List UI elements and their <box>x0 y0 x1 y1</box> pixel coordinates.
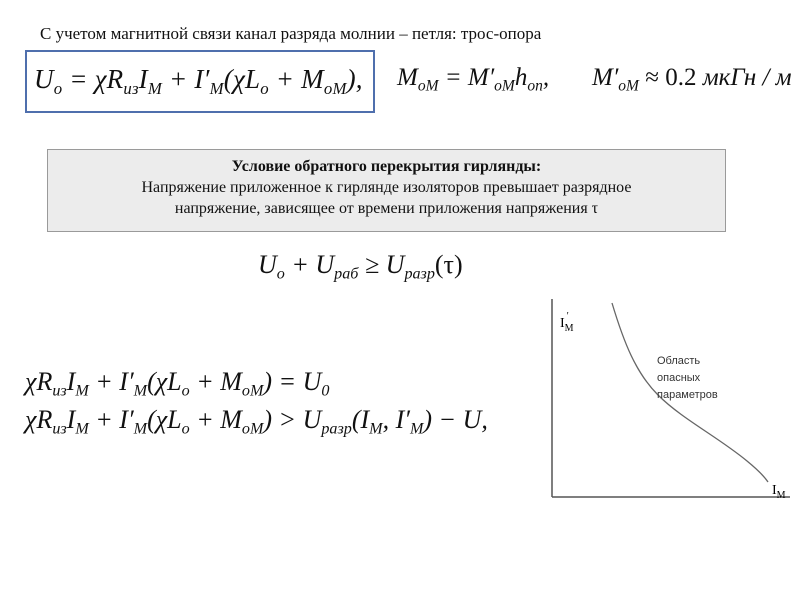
region-label-line3: параметров <box>657 389 718 401</box>
formula-flashover-condition: $U_o + U_{раб} \ge U_{разр}(\tau)$ <box>258 250 463 283</box>
formula-inequality-2: $\chi R_{из}I_M + I'_M(\chi L_o + M_{oM}) > U_{разр}(I_M$, $I'_M) - U$, <box>25 405 488 438</box>
region-label-line2: опасных <box>657 372 701 384</box>
x-axis-label: $I_М$ <box>772 483 786 501</box>
formula-equation-1: $\chi R_{из}I_M + I'_M(\chi L_o + M_{oM}) = U_0$ <box>25 367 330 400</box>
slide-heading: С учетом магнитной связи канал разряда молнии – петля: трос-опора <box>40 24 542 43</box>
formula-inductance-value: $M'_{oM} \approx 0.2$ мкГн / м <box>592 64 792 95</box>
region-label-line1: Область <box>657 355 701 367</box>
condition-box <box>47 149 726 232</box>
condition-text-line2: напряжение, зависящее от времени приложения напряжения τ <box>174 200 599 217</box>
formula-voltage-main: $U_o = \chi R_{из}I_M + I'_M(\chi L_o + M_{oM})$, <box>34 64 363 98</box>
danger-region-graph <box>540 295 800 510</box>
condition-title: Условие обратного перекрытия гирлянды: <box>231 158 542 175</box>
formula-mutual-inductance: $M_{oM} = M'_{oM}h_{oп}$, <box>397 64 550 95</box>
y-axis-label: $I_М'$ <box>560 311 574 334</box>
condition-text-line1: Напряжение приложенное к гирлянде изоляторов превышает разрядное <box>141 179 632 196</box>
